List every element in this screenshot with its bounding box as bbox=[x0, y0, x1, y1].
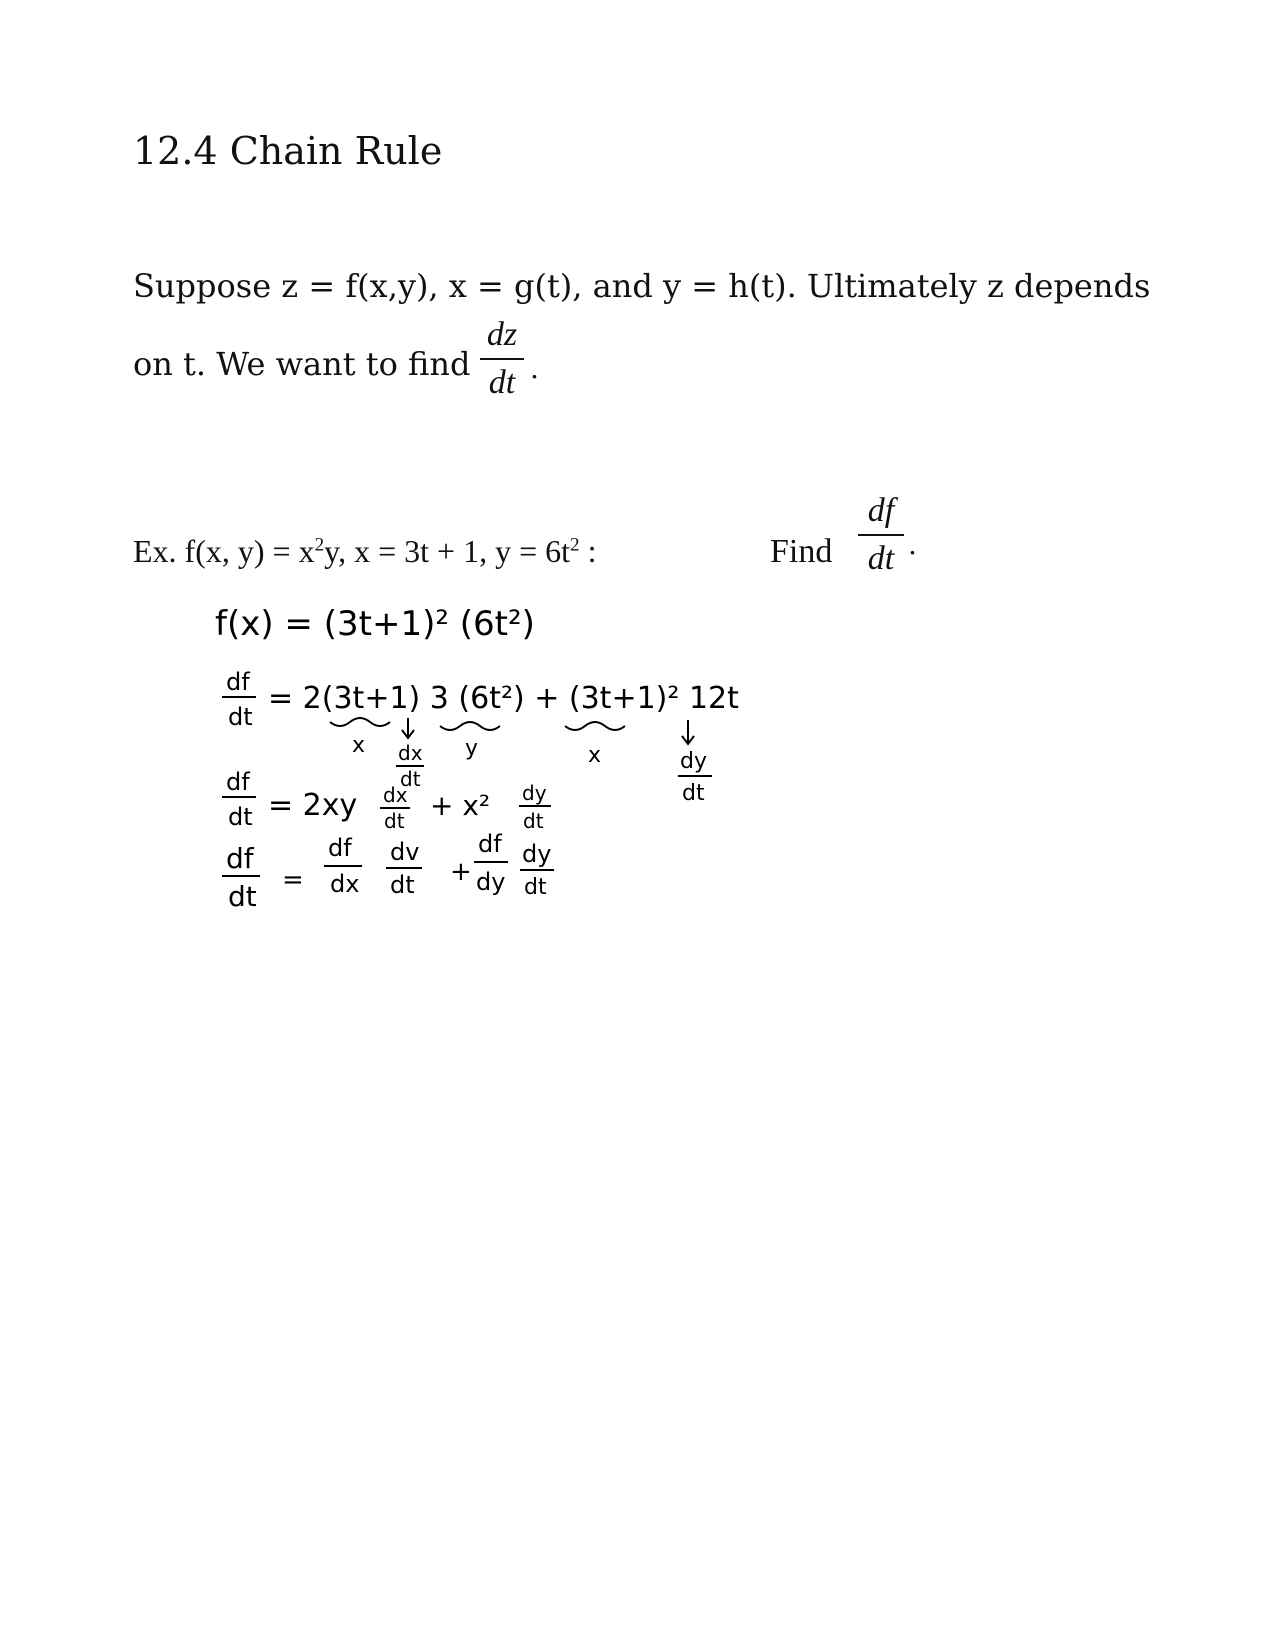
find-label: Find bbox=[770, 533, 833, 570]
hw-line4-plus: + bbox=[450, 857, 472, 887]
hw-note-dxdt-den: dt bbox=[400, 767, 421, 791]
hw-note-y: y bbox=[465, 736, 479, 761]
hw-line4-d-num: dy bbox=[522, 840, 552, 868]
hw-underbrace bbox=[440, 722, 500, 730]
find-period: . bbox=[908, 528, 917, 561]
hw-note-dydt-num: dy bbox=[680, 749, 707, 774]
hw-underbrace bbox=[565, 722, 625, 730]
hw-line3-dx-den: dt bbox=[384, 809, 405, 833]
hw-line4-b-den: dt bbox=[390, 871, 415, 899]
hw-note-x: x bbox=[588, 743, 602, 768]
hw-line3-lhs-den: dt bbox=[228, 803, 253, 831]
example-mid: y, x = 3t + 1, y = 6t bbox=[324, 533, 570, 569]
fraction-bar bbox=[480, 358, 524, 360]
hw-line4-a-den: dx bbox=[330, 870, 360, 898]
hw-line-3: = 2xy bbox=[268, 788, 358, 823]
hw-line4-b-num: dv bbox=[390, 838, 420, 866]
example-lead: Ex. f(x, y) = x bbox=[133, 533, 315, 569]
hw-line4-eq: = bbox=[282, 865, 304, 895]
hw-note-x: x bbox=[352, 733, 366, 758]
page-title: 12.4 Chain Rule bbox=[133, 129, 443, 173]
example-statement bbox=[133, 533, 596, 570]
hw-line3-dy-num: dy bbox=[522, 781, 547, 805]
fraction-denominator: dt bbox=[867, 540, 895, 577]
hw-line4-c-den: dy bbox=[476, 868, 506, 896]
hw-line2-lhs-num: df bbox=[226, 668, 250, 696]
hw-line3-dy-den: dt bbox=[523, 809, 544, 833]
fraction-numerator: df bbox=[867, 492, 895, 529]
intro-line-1: Suppose z = f(x,y), x = g(t), and y = h(t). Ultimately z depends bbox=[133, 267, 1151, 305]
hw-line4-c-num: df bbox=[478, 830, 502, 858]
fraction-numerator: dz bbox=[486, 316, 518, 353]
hw-arrow bbox=[402, 718, 414, 738]
df-dt-fraction bbox=[858, 494, 904, 576]
hw-line4-lhs-den: dt bbox=[228, 880, 257, 913]
hw-note-dxdt-num: dx bbox=[398, 741, 423, 765]
hw-note-dydt-den: dt bbox=[682, 781, 705, 806]
example-exponent-1: 2 bbox=[314, 534, 325, 556]
intro-line-2: on t. We want to find bbox=[133, 345, 471, 383]
hw-line3-plus: + x² bbox=[430, 789, 491, 822]
hw-line4-d-den: dt bbox=[524, 875, 547, 900]
hw-line2-lhs-den: dt bbox=[228, 703, 253, 731]
hw-arrow bbox=[682, 720, 694, 744]
hw-line-2: = 2(3t+1) 3 (6t²) + (3t+1)² 12t bbox=[268, 681, 739, 716]
intro-period: . bbox=[530, 352, 539, 385]
hw-line4-lhs-num: df bbox=[226, 842, 254, 875]
hw-line3-lhs-num: df bbox=[226, 768, 250, 796]
hw-line3-dx-num: dx bbox=[383, 783, 408, 807]
fraction-bar bbox=[858, 534, 904, 536]
example-exponent-2: 2 bbox=[570, 534, 580, 556]
hw-line4-a-num: df bbox=[328, 834, 352, 862]
fraction-denominator: dt bbox=[488, 364, 516, 401]
dz-dt-fraction bbox=[480, 318, 524, 400]
hw-underbrace bbox=[330, 718, 390, 726]
example-tail: : bbox=[579, 533, 597, 569]
hw-line-1: f(x) = (3t+1)² (6t²) bbox=[215, 604, 535, 644]
